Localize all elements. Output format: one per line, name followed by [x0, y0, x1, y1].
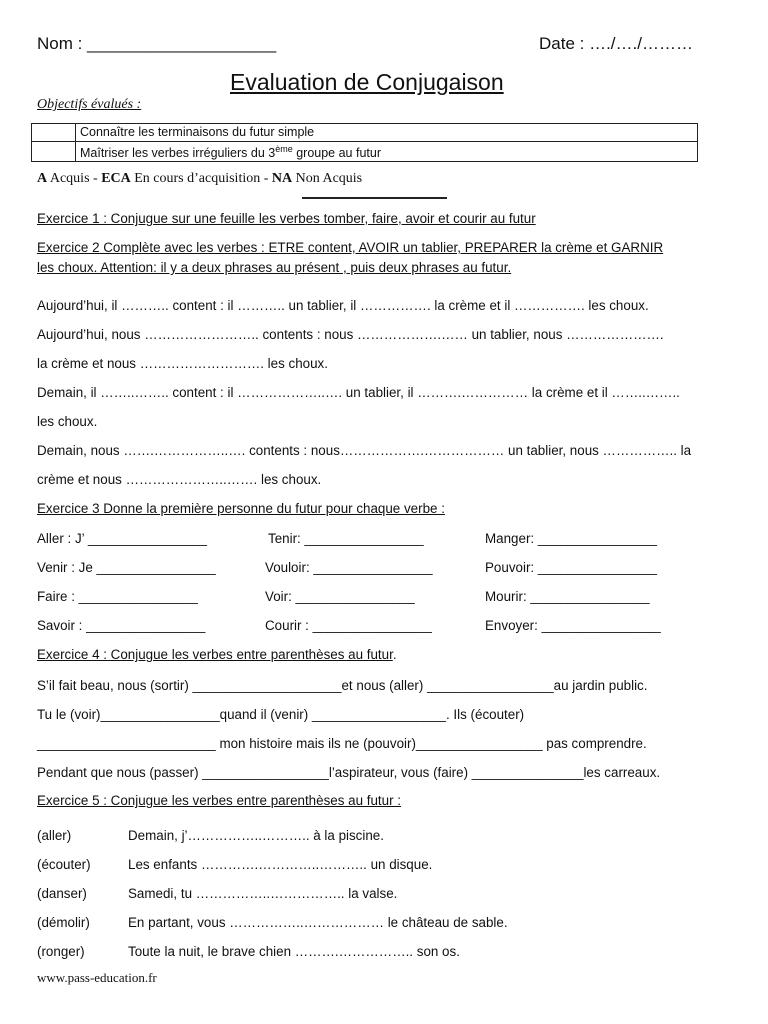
- exercise-2-line: Demain, nous …….……………..…. contents : nous……………….……………… un tablier, nous …………….. la: [37, 443, 692, 458]
- objective-text: Connaître les terminaisons du futur simple: [76, 124, 698, 142]
- footer-url[interactable]: www.pass-education.fr: [37, 970, 157, 985]
- objective-row: [32, 124, 698, 142]
- objectifs-label: Objectifs évalués :: [37, 97, 142, 112]
- verb-cell: Mourir: ________________: [485, 589, 650, 604]
- verb-cell: Pouvoir: ________________: [485, 560, 657, 575]
- exercise-3-title: Exercice 3 Donne la première personne du futur pour chaque verbe :: [37, 501, 445, 516]
- objective-text-part: Maîtriser les verbes irréguliers du 3: [80, 146, 276, 161]
- verb-cell: Tenir: ________________: [268, 531, 424, 546]
- exercise-4-line: S’il fait beau, nous (sortir) ____________________et nous (aller) _________________au jardin public.: [37, 678, 648, 693]
- exercise-5-title: Exercice 5 : Conjugue les verbes entre parenthèses au futur :: [37, 793, 401, 808]
- legend-eca-label: En cours d’acquisition -: [130, 171, 272, 186]
- ex5-sentence: Samedi, tu ……………..…………….. la valse.: [128, 886, 398, 901]
- exercise-4-title-tail: .: [392, 647, 397, 662]
- objective-superscript: ème: [275, 144, 293, 154]
- verb-cell: Aller : J’ ________________: [37, 531, 207, 546]
- exercise-2-line: Aujourd’hui, il ……….. content : il ……….. un tablier, il ……………. la crème et il ……………. les choux.: [37, 298, 649, 313]
- verb-cell: Manger: ________________: [485, 531, 657, 546]
- exercise-2-title-line1: Exercice 2 Complète avec les verbes : ETRE content, AVOIR un tablier, PREPARER la crème et GARNIR: [37, 240, 664, 255]
- objective-code-cell: [32, 142, 76, 162]
- verb-cell: Faire : ________________: [37, 589, 198, 604]
- exercise-2-title-line2: les choux. Attention: il y a deux phrases au présent , puis deux phrases au futur.: [37, 260, 512, 275]
- legend-eca: ECA: [101, 171, 131, 186]
- objectives-table: [31, 123, 698, 162]
- exercise-4-line: ________________________ mon histoire mais ils ne (pouvoir)_________________ pas comprendre.: [37, 736, 647, 751]
- page-title: Evaluation de Conjugaison: [230, 69, 504, 95]
- ex5-verb: (écouter): [37, 857, 91, 872]
- exercise-2-line: crème et nous …………………..……. les choux.: [37, 472, 322, 487]
- objective-code-cell: [32, 124, 76, 142]
- legend-a-label: Acquis -: [47, 171, 102, 186]
- verb-cell: Savoir : ________________: [37, 618, 206, 633]
- exercise-2-line: Aujourd’hui, nous …………………….. contents : nous ……………….…… un tablier, nous ………………….: [37, 327, 664, 342]
- legend: [37, 171, 362, 187]
- ex5-sentence: Demain, j’……………..……….. à la piscine.: [128, 828, 384, 843]
- exercise-1-title: Exercice 1 : Conjugue sur une feuille les verbes tomber, faire, avoir et courir au futur: [37, 211, 536, 226]
- exercise-4-title-text: Exercice 4 : Conjugue les verbes entre parenthèses au futur: [37, 647, 393, 662]
- ex5-sentence: En partant, vous ……………..……………… le château de sable.: [128, 915, 508, 930]
- date-field: Date : …./…./………: [539, 34, 693, 53]
- verb-cell: Courir : ________________: [265, 618, 432, 633]
- legend-na: NA: [271, 171, 293, 186]
- exercise-4-title: [37, 647, 397, 662]
- verb-cell: Venir : Je ________________: [37, 560, 216, 575]
- ex5-verb: (ronger): [37, 944, 85, 959]
- ex5-verb: (aller): [37, 828, 72, 843]
- nom-field: Nom : ____________________: [37, 34, 277, 53]
- legend-na-label: Non Acquis: [292, 171, 363, 186]
- exercise-2-line: Demain, il ……..…….. content : il ………………..…. un tablier, il ……….…………… la crème et il ……..……..: [37, 385, 680, 400]
- objective-text: [76, 142, 698, 162]
- verb-cell: Voir: ________________: [265, 589, 415, 604]
- exercise-2-line: la crème et nous ………………………. les choux.: [37, 356, 328, 371]
- divider: [302, 197, 447, 199]
- ex5-sentence: Les enfants ………….…………..……….. un disque.: [128, 857, 433, 872]
- verb-cell: Vouloir: ________________: [265, 560, 433, 575]
- objective-row: [32, 142, 698, 162]
- exercise-4-line: Pendant que nous (passer) _________________l’aspirateur, vous (faire) _______________les carreaux.: [37, 765, 661, 780]
- exercise-2-line: les choux.: [37, 414, 98, 429]
- exercise-4-line: Tu le (voir)________________quand il (venir) __________________. Ils (écouter): [37, 707, 525, 722]
- objective-text-part: groupe au futur: [292, 146, 381, 161]
- ex5-verb: (danser): [37, 886, 87, 901]
- ex5-verb: (démolir): [37, 915, 90, 930]
- verb-cell: Envoyer: ________________: [485, 618, 661, 633]
- ex5-sentence: Toute la nuit, le brave chien ……….…………….. son os.: [128, 944, 460, 959]
- legend-a: A: [37, 171, 48, 186]
